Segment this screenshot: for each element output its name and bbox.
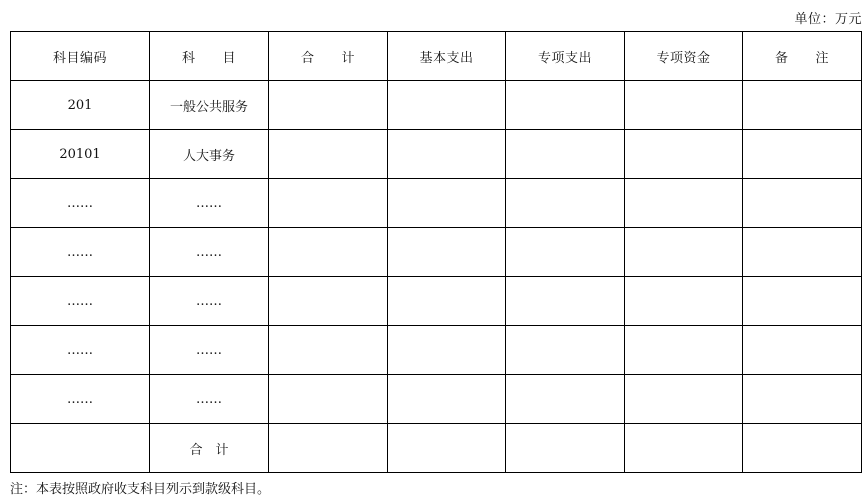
subject-code-cell: …… <box>11 179 150 228</box>
subject-name-cell: …… <box>150 375 269 424</box>
remarks-cell <box>743 130 862 179</box>
basic-expenditure-cell <box>388 179 506 228</box>
remarks-cell <box>743 179 862 228</box>
special-funds-cell <box>625 424 743 473</box>
remarks-cell <box>743 424 862 473</box>
subject-name-cell: …… <box>150 277 269 326</box>
special-funds-cell <box>625 375 743 424</box>
basic-expenditure-cell <box>388 130 506 179</box>
total-cell <box>269 326 388 375</box>
total-row-label: 合 计 <box>150 424 269 473</box>
special-expenditure-cell <box>506 130 625 179</box>
table-row <box>11 228 862 277</box>
total-row-code-cell <box>11 424 150 473</box>
basic-expenditure-cell <box>388 228 506 277</box>
basic-expenditure-cell <box>388 424 506 473</box>
subject-name-cell: …… <box>150 326 269 375</box>
total-cell <box>269 375 388 424</box>
special-expenditure-cell <box>506 424 625 473</box>
remarks-cell <box>743 228 862 277</box>
subject-code-cell: …… <box>11 228 150 277</box>
column-header-special-funds: 专项资金 <box>625 32 743 81</box>
remarks-cell <box>743 375 862 424</box>
total-row <box>11 424 862 473</box>
subject-code-cell: …… <box>11 375 150 424</box>
subject-code-cell: …… <box>11 277 150 326</box>
table-row <box>11 326 862 375</box>
special-expenditure-cell <box>506 81 625 130</box>
special-expenditure-cell <box>506 179 625 228</box>
subject-code-cell: …… <box>11 326 150 375</box>
table-row <box>11 277 862 326</box>
remarks-cell <box>743 277 862 326</box>
special-expenditure-cell <box>506 228 625 277</box>
basic-expenditure-cell <box>388 81 506 130</box>
basic-expenditure-cell <box>388 326 506 375</box>
table-row <box>11 130 862 179</box>
special-funds-cell <box>625 179 743 228</box>
total-cell <box>269 130 388 179</box>
special-funds-cell <box>625 81 743 130</box>
total-cell <box>269 228 388 277</box>
column-header-basic-expenditure: 基本支出 <box>388 32 506 81</box>
total-cell <box>269 277 388 326</box>
subject-name-cell: 一般公共服务 <box>150 81 269 130</box>
special-funds-cell <box>625 228 743 277</box>
column-header-total: 合 计 <box>269 32 388 81</box>
total-cell <box>269 424 388 473</box>
total-cell <box>269 81 388 130</box>
column-header-subject: 科 目 <box>150 32 269 81</box>
special-expenditure-cell <box>506 326 625 375</box>
subject-code-cell: 201 <box>11 81 150 130</box>
total-cell <box>269 179 388 228</box>
column-header-remarks: 备 注 <box>743 32 862 81</box>
unit-label: 单位：万元 <box>794 12 862 27</box>
special-expenditure-cell <box>506 375 625 424</box>
header-row <box>11 32 862 81</box>
basic-expenditure-cell <box>388 375 506 424</box>
special-expenditure-cell <box>506 277 625 326</box>
subject-name-cell: 人大事务 <box>150 130 269 179</box>
subject-name-cell: …… <box>150 179 269 228</box>
special-funds-cell <box>625 130 743 179</box>
subject-name-cell: …… <box>150 228 269 277</box>
special-funds-cell <box>625 277 743 326</box>
special-funds-cell <box>625 326 743 375</box>
remarks-cell <box>743 81 862 130</box>
subject-code-cell: 20101 <box>11 130 150 179</box>
column-header-special-expenditure: 专项支出 <box>506 32 625 81</box>
basic-expenditure-cell <box>388 277 506 326</box>
remarks-cell <box>743 326 862 375</box>
table-row <box>11 81 862 130</box>
column-header-code: 科目编码 <box>11 32 150 81</box>
footnote: 注：本表按照政府收支科目列示到款级科目。 <box>10 482 271 497</box>
table-row <box>11 375 862 424</box>
budget-table <box>10 31 862 473</box>
table-row <box>11 179 862 228</box>
